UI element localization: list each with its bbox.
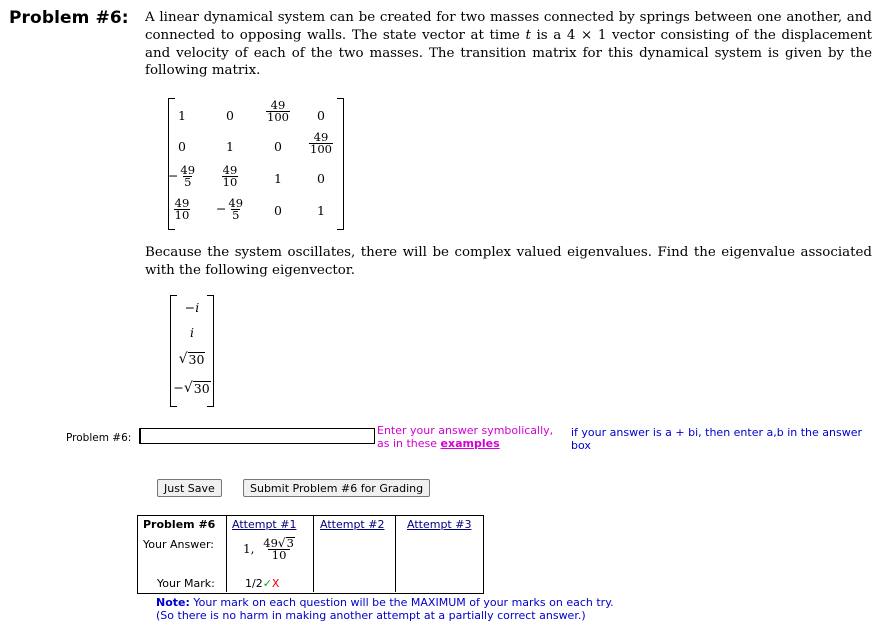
check-icon: ✓ (262, 577, 272, 590)
table-divider (226, 515, 227, 592)
matrix-cell-2-3: 0 (274, 139, 282, 154)
matrix-cell-3-4: 0 (317, 171, 325, 186)
your-answer-label: Your Answer: (143, 538, 215, 551)
transition-matrix (168, 98, 344, 228)
vector-entry-4: − √ 30 (173, 380, 210, 396)
submit-button[interactable]: Submit Problem #6 for Grading (243, 479, 430, 497)
matrix-cell-4-3: 0 (274, 203, 282, 218)
tab-attempt-2[interactable]: Attempt #2 (320, 518, 385, 531)
just-save-button[interactable]: Just Save (157, 479, 222, 497)
matrix-cell-4-2: − $\frac{49}{5}$ (215, 196, 244, 222)
matrix-cell-3-2: $\frac{49}{10}$ (222, 163, 238, 189)
matrix-cell-1-4: 0 (317, 108, 325, 123)
tab-attempt-1[interactable]: Attempt #1 (232, 518, 297, 531)
complex-format-hint: if your answer is a + bi, then enter a,b in the answer box (571, 426, 863, 452)
matrix-cell-3-1: − $\frac{49}{5}$ (167, 163, 196, 189)
problem-heading: Problem #6: (9, 8, 129, 28)
symbolic-hint: Enter your answer symbolically, as in these examples (377, 424, 554, 450)
examples-link[interactable]: examples (440, 437, 500, 450)
vector-entry-2: i (190, 325, 194, 340)
matrix-cell-3-3: 1 (274, 171, 282, 186)
your-mark-label: Your Mark: (157, 577, 215, 590)
vector-entry-1: −i (184, 300, 200, 315)
attempt-1-mark: 1/2✓X (245, 577, 280, 590)
answer-input[interactable] (139, 428, 375, 444)
grading-note: Note: Your mark on each question will be the MAXIMUM of your marks on each try. (So there is no harm in making another attempt at a partially correct answer.) (156, 596, 614, 622)
matrix-cell-4-4: 1 (317, 203, 325, 218)
eigenvector (170, 295, 214, 405)
matrix-cell-2-4: $\frac{49}{100}$ (310, 130, 332, 156)
matrix-cell-4-1: $\frac{49}{10}$ (174, 196, 190, 222)
vector-entry-3: √ 30 (178, 351, 205, 367)
table-divider (313, 515, 314, 592)
answer-label: Problem #6: (66, 432, 132, 444)
tab-attempt-3[interactable]: Attempt #3 (407, 518, 472, 531)
cross-icon: X (271, 577, 280, 590)
attempt-1-answer: 1, 49 √ 3 10 (243, 536, 294, 562)
attempts-header: Problem #6 (143, 518, 216, 531)
matrix-cell-2-1: 0 (178, 139, 186, 154)
question-text: Because the system oscillates, there will be complex valued eigenvalues. Find the eigenvalue associated with the following eigenvector. (145, 245, 872, 278)
problem-intro: A linear dynamical system can be created for two masses connected by springs between one another, and connected to opposing walls. The state vector at time t is a 4 × 1 vector consisting of the displacement and velocity of each of the two masses. The transition matrix for this dynamical system is given by the following matrix. (145, 10, 872, 79)
matrix-cell-2-2: 1 (226, 139, 234, 154)
matrix-cell-1-3: $\frac{49}{100}$ (267, 98, 289, 124)
matrix-cell-1-1: 1 (178, 108, 186, 123)
matrix-cell-1-2: 0 (226, 108, 234, 123)
table-divider (395, 515, 396, 592)
